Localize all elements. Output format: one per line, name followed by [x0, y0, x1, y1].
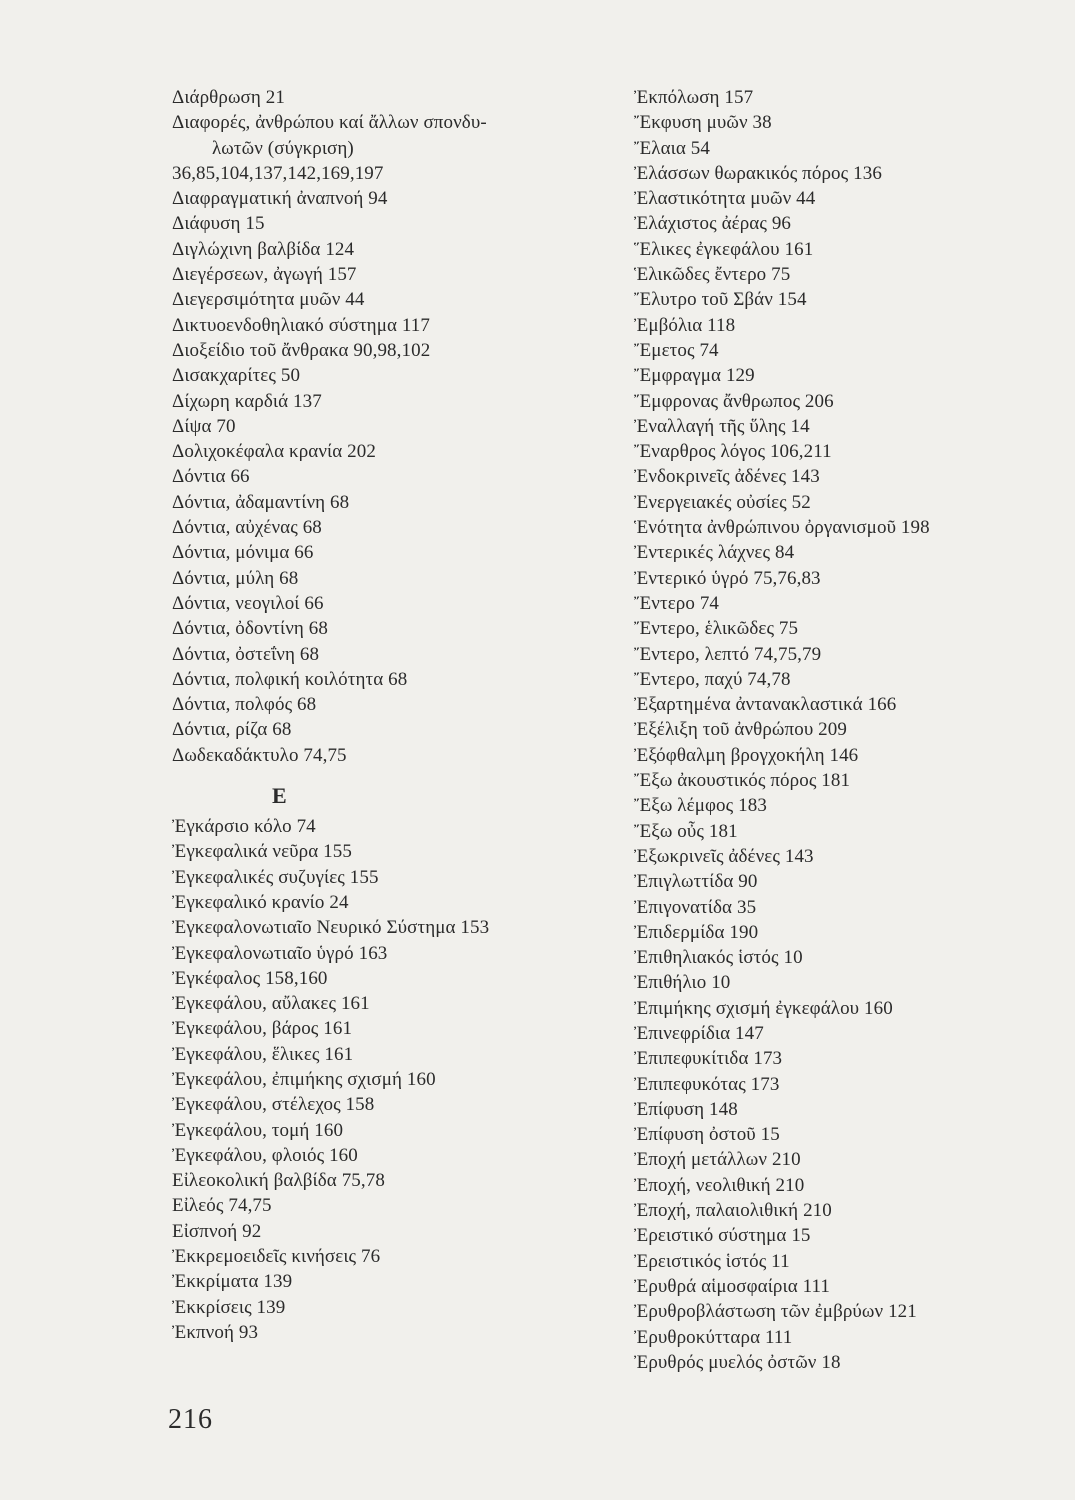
index-entry: Δόντια, νεογιλοί 66	[172, 592, 324, 614]
page-number: 216	[168, 1404, 213, 1435]
index-entry	[172, 110, 612, 161]
index-entry: Ἐνεργειακές οὐσίες 52	[634, 491, 811, 513]
index-entry: Ἐπιπεφυκίτιδα 173	[634, 1048, 783, 1070]
index-entry: Δόντια, ρίζα 68	[172, 719, 292, 741]
index-entry: Ἐγκεφάλου, φλοιός 160	[172, 1144, 358, 1166]
index-entry: Ἐρυθροβλάστωση τῶν ἐμβρύων 121	[634, 1301, 917, 1323]
index-entry: Δόντια, αὐχένας 68	[172, 517, 322, 539]
index-entry: Ἐποχή, νεολιθική 210	[634, 1174, 805, 1196]
index-entry: Δόντια, μόνιμα 66	[172, 542, 314, 564]
index-entry: Ἐγκεφαλικά νεῦρα 155	[172, 841, 352, 863]
index-entry: Ἐπιπεφυκότας 173	[634, 1073, 780, 1095]
index-entry: Δόντια, ὀστεΐνη 68	[172, 643, 320, 665]
index-column-left	[172, 85, 612, 1345]
index-entry: Ἐμβόλια 118	[634, 314, 736, 336]
index-entry: Ἐπιθηλιακός ἱστός 10	[634, 947, 803, 969]
index-entry: Ἐξαρτημένα ἀντανακλαστικά 166	[634, 694, 897, 716]
index-entry: Ἐπιμήκης σχισμή ἐγκεφάλου 160	[634, 997, 893, 1019]
index-entry: Δίψα 70	[172, 415, 236, 437]
index-entry: Δόντια, πολφική κοιλότητα 68	[172, 668, 408, 690]
index-entry: Ἐπίφυση 148	[634, 1098, 738, 1120]
index-entry: Δόντια, πολφός 68	[172, 694, 317, 716]
index-entry: Ἐντερικό ὑγρό 75,76,83	[634, 567, 821, 589]
index-entry: Ἐρυθρά αἱμοσφαίρια 111	[634, 1275, 831, 1297]
index-entry: Ἐποχή μετάλλων 210	[634, 1149, 801, 1171]
index-entry: Ἔμφρονας ἄνθρωπος 206	[634, 390, 834, 412]
index-entries-d	[172, 85, 612, 768]
index-entry: Ἐξόφθαλμη βρογχοκήλη 146	[634, 744, 859, 766]
index-entry: Ἐκπνοή 93	[172, 1321, 259, 1343]
index-entry: Ἔξω λέμφος 183	[634, 795, 767, 817]
index-entries-e-continued	[634, 85, 1054, 1375]
index-entry: Ἐγκεφάλου, βάρος 161	[172, 1018, 353, 1040]
index-entry: Ἔκφυση μυῶν 38	[634, 112, 772, 134]
index-entries-e	[172, 814, 612, 1345]
index-entry: Ἐξέλιξη τοῦ ἀνθρώπου 209	[634, 719, 847, 741]
index-entry: Ἐποχή, παλαιολιθική 210	[634, 1200, 832, 1222]
index-entry: Ἐπιγλωττίδα 90	[634, 871, 758, 893]
index-entry: Ἐγκέφαλος 158,160	[172, 967, 328, 989]
index-entry: Ἐπινεφρίδια 147	[634, 1022, 764, 1044]
index-entry: Ἔξω οὖς 181	[634, 820, 738, 842]
index-entry: Δολιχοκέφαλα κρανία 202	[172, 441, 376, 463]
index-entry: Ἐξωκρινεῖς ἀδένες 143	[634, 845, 814, 867]
index-entry: Δισακχαρίτες 50	[172, 365, 301, 387]
index-entry: Ἐγκάρσιο κόλο 74	[172, 816, 316, 838]
index-entry-continuation: λωτῶν (σύγκριση)	[212, 137, 354, 159]
index-entry: Ἐκκρίσεις 139	[172, 1296, 286, 1318]
index-entry: Ἐγκεφάλου, τομή 160	[172, 1119, 344, 1141]
index-entry: Ἐκκρεμοειδεῖς κινήσεις 76	[172, 1246, 381, 1268]
index-entry: 36,85,104,137,142,169,197	[172, 162, 384, 184]
index-entry: Ἐντερικές λάχνες 84	[634, 542, 795, 564]
index-entry: Διοξείδιο τοῦ ἄνθρακα 90,98,102	[172, 339, 431, 361]
index-entry: Διάφυση 15	[172, 213, 265, 235]
index-entry: Ἐρυθρός μυελός ὀστῶν 18	[634, 1351, 841, 1373]
index-entry: Ἔντερο, λεπτό 74,75,79	[634, 643, 822, 665]
index-entry: Ἐπιθήλιο 10	[634, 972, 731, 994]
index-column-right	[634, 85, 1054, 1375]
index-entry: Ἐνδοκρινεῖς ἀδένες 143	[634, 466, 820, 488]
index-entry: Ἐρειστικό σύστημα 15	[634, 1225, 811, 1247]
index-entry: Δόντια, ὀδοντίνη 68	[172, 618, 328, 640]
index-entry-text: Διαφορές, ἀνθρώπου καί ἄλλων σπονδυ-	[172, 112, 487, 134]
index-entry: Ἐρυθροκύτταρα 111	[634, 1326, 793, 1348]
index-entry: Ἐλάσσων θωρακικός πόρος 136	[634, 162, 882, 184]
index-entry: Ἔντερο, ἑλικῶδες 75	[634, 618, 799, 640]
index-entry: Ἕλικες ἐγκεφάλου 161	[634, 238, 814, 260]
index-entry: Δόντια 66	[172, 466, 250, 488]
index-entry: Ἔμετος 74	[634, 339, 719, 361]
index-entry: Ἐλαστικότητα μυῶν 44	[634, 188, 816, 210]
index-entry: Ἔλυτρο τοῦ Σβάν 154	[634, 289, 807, 311]
index-entry: Δωδεκαδάκτυλο 74,75	[172, 744, 347, 766]
index-entry: Εἰσπνοή 92	[172, 1220, 262, 1242]
index-entry: Ἐπιδερμίδα 190	[634, 921, 759, 943]
index-entry: Ἐγκεφάλου, αὔλακες 161	[172, 993, 370, 1015]
index-entry: Ἔλαια 54	[634, 137, 710, 159]
index-entry: Ἐκπόλωση 157	[634, 87, 754, 108]
index-entry: Ἑνότητα ἀνθρώπινου ὀργανισμοῦ 198	[634, 517, 930, 539]
index-entry: Ἐγκεφάλου, ἐπιμήκης σχισμή 160	[172, 1068, 436, 1090]
index-entry: Διαφραγματική ἀναπνοή 94	[172, 188, 388, 210]
index-entry: Διεγέρσεων, ἀγωγή 157	[172, 264, 357, 286]
index-entry: Διεγερσιμότητα μυῶν 44	[172, 289, 365, 311]
index-entry: Εἰλεός 74,75	[172, 1195, 272, 1217]
index-entry: Ἔμφραγμα 129	[634, 365, 755, 387]
index-entry: Δικτυοενδοθηλιακό σύστημα 117	[172, 314, 431, 336]
index-entry: Ἐρειστικός ἱστός 11	[634, 1250, 790, 1272]
index-entry: Ἐλάχιστος ἀέρας 96	[634, 213, 792, 235]
index-entry: Ἑλικῶδες ἔντερο 75	[634, 264, 791, 286]
index-entry: Ἐγκεφάλου, στέλεχος 158	[172, 1094, 375, 1116]
index-entry: Ἐγκεφαλονωτιαῖο Νευρικό Σύστημα 153	[172, 917, 490, 939]
index-entry: Ἐπιγονατίδα 35	[634, 896, 757, 918]
index-entry: Ἐπίφυση ὀστοῦ 15	[634, 1124, 780, 1146]
index-entry: Εἰλεοκολική βαλβίδα 75,78	[172, 1170, 385, 1192]
index-entry: Δόντια, ἀδαμαντίνη 68	[172, 491, 350, 513]
index-entry: Ἐγκεφαλονωτιαῖο ὑγρό 163	[172, 942, 388, 964]
index-entry: Ἔξω ἀκουστικός πόρος 181	[634, 770, 851, 792]
index-entry: Ἐγκεφάλου, ἕλικες 161	[172, 1043, 354, 1065]
index-entry: Ἔντερο 74	[634, 592, 720, 614]
index-entry: Ἐγκεφαλικό κρανίο 24	[172, 891, 349, 913]
index-entry: Δόντια, μύλη 68	[172, 567, 299, 589]
index-entry: Ἔναρθρος λόγος 106,211	[634, 441, 832, 463]
index-entry: Ἔντερο, παχύ 74,78	[634, 668, 791, 690]
section-letter-heading: Ε	[272, 783, 287, 809]
index-entry: Ἐναλλαγή τῆς ὕλης 14	[634, 415, 810, 437]
index-entry: Διγλώχινη βαλβίδα 124	[172, 238, 355, 260]
index-entry: Ἐκκρίματα 139	[172, 1271, 293, 1293]
index-entry: Διάρθρωση 21	[172, 87, 285, 108]
index-entry: Ἐγκεφαλικές συζυγίες 155	[172, 866, 379, 888]
index-entry: Δίχωρη καρδιά 137	[172, 390, 322, 412]
